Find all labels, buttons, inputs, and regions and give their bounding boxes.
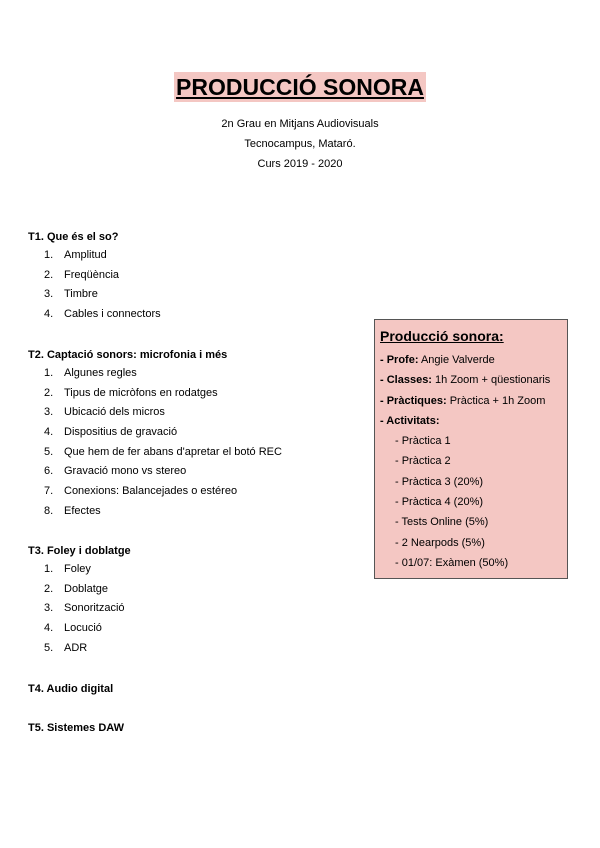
info-box-title: Producció sonora: (380, 328, 504, 344)
list-item-label: Amplitud (64, 249, 107, 261)
activity-item: - Pràctica 2 (395, 455, 451, 468)
subtitle-block (0, 114, 600, 174)
topic-heading-t5: T5. Sistemes DAW (28, 722, 124, 734)
topic-list-t1 (44, 246, 161, 325)
list-number: 4. (44, 426, 54, 439)
list-item (44, 246, 161, 266)
list-item-label: Tipus de micròfons en rodatges (64, 386, 218, 399)
list-number: 8. (44, 504, 54, 517)
profe-label: - Profe: (380, 354, 419, 366)
page-title: PRODUCCIÓ SONORA (176, 74, 424, 100)
list-item-label: Conexions: Balancejades o estéreo (64, 485, 238, 498)
list-item (44, 364, 282, 384)
activity-item: - Pràctica 4 (20%) (395, 496, 484, 509)
topic-list-t2 (44, 364, 282, 522)
subtitle-year: Curs 2019 - 2020 (257, 158, 343, 170)
list-number: 2. (44, 386, 54, 399)
list-number: 3. (44, 406, 54, 419)
list-number: 4. (44, 308, 54, 321)
list-item (44, 619, 125, 639)
topic-heading-t3: T3. Foley i doblatge (28, 545, 131, 557)
list-number: 4. (44, 622, 54, 635)
list-number: 3. (44, 602, 54, 615)
list-item-label: Ubicació dels micros (64, 406, 165, 419)
list-item-label: Cables i connectors (64, 308, 161, 321)
list-item (44, 305, 161, 325)
list-item (44, 639, 125, 659)
list-item-label: ADR (64, 641, 88, 654)
info-row-activitats (380, 411, 567, 431)
list-item-label: Dispositius de gravació (64, 426, 178, 439)
list-item (44, 423, 282, 443)
list-number: 1. (44, 367, 54, 379)
practiques-label: - Pràctiques: (380, 394, 447, 407)
list-number: 1. (44, 563, 54, 575)
topic-heading-t1: T1. Que és el so? (28, 231, 119, 243)
list-number: 2. (44, 582, 54, 595)
list-number: 1. (44, 249, 54, 261)
list-number: 6. (44, 465, 54, 478)
info-row-classes (380, 370, 567, 390)
list-item (44, 266, 161, 286)
activity-item: - 01/07: Exàmen (50%) (395, 556, 509, 569)
list-item-label: Locució (64, 622, 102, 635)
list-item-label: Freqüència (64, 268, 120, 281)
list-item-label: Que hem de fer abans d'apretar el botó REC (64, 445, 282, 458)
list-item (44, 502, 282, 522)
list-item (44, 285, 161, 305)
list-number: 7. (44, 485, 54, 498)
activity-item: - Pràctica 3 (20%) (395, 475, 484, 488)
list-item-label: Algunes regles (64, 367, 137, 379)
list-item-label: Doblatge (64, 582, 109, 595)
list-item (44, 403, 282, 423)
topic-heading-t4: T4. Audio digital (28, 683, 114, 695)
topic-heading-t2: T2. Captació sonors: microfonia i més (28, 349, 228, 361)
info-row-profe (380, 350, 567, 370)
activity-item: - Tests Online (5%) (395, 516, 489, 529)
activity-item: - Pràctica 1 (395, 435, 451, 448)
subtitle-school: Tecnocampus, Mataró. (244, 138, 356, 150)
list-number: 5. (44, 445, 54, 458)
practiques-value: Pràctica + 1h Zoom (449, 394, 546, 407)
topic-list-t3 (44, 560, 125, 658)
list-item (44, 482, 282, 502)
list-item (44, 560, 125, 580)
info-row-practiques (380, 391, 567, 411)
list-item-label: Foley (64, 563, 91, 575)
list-number: 2. (44, 268, 54, 281)
list-item-label: Efectes (64, 504, 101, 517)
classes-label: - Classes: (380, 374, 432, 387)
list-number: 5. (44, 641, 54, 654)
list-item (44, 599, 125, 619)
title-wrapper (0, 72, 600, 102)
list-item-label: Gravació mono vs stereo (64, 465, 187, 478)
activity-item: - 2 Nearpods (5%) (395, 536, 485, 549)
classes-value: 1h Zoom + qüestionaris (435, 374, 551, 387)
list-item-label: Timbre (64, 288, 98, 301)
course-info-box (374, 319, 568, 579)
list-item-label: Sonorització (64, 602, 125, 615)
list-item (44, 580, 125, 600)
profe-value: Angie Valverde (420, 354, 495, 366)
subtitle-degree: 2n Grau en Mitjans Audiovisuals (221, 118, 379, 130)
list-number: 3. (44, 288, 54, 301)
list-item (44, 384, 282, 404)
list-item (44, 443, 282, 463)
list-item (44, 462, 282, 482)
activitats-label: - Activitats: (380, 414, 440, 427)
